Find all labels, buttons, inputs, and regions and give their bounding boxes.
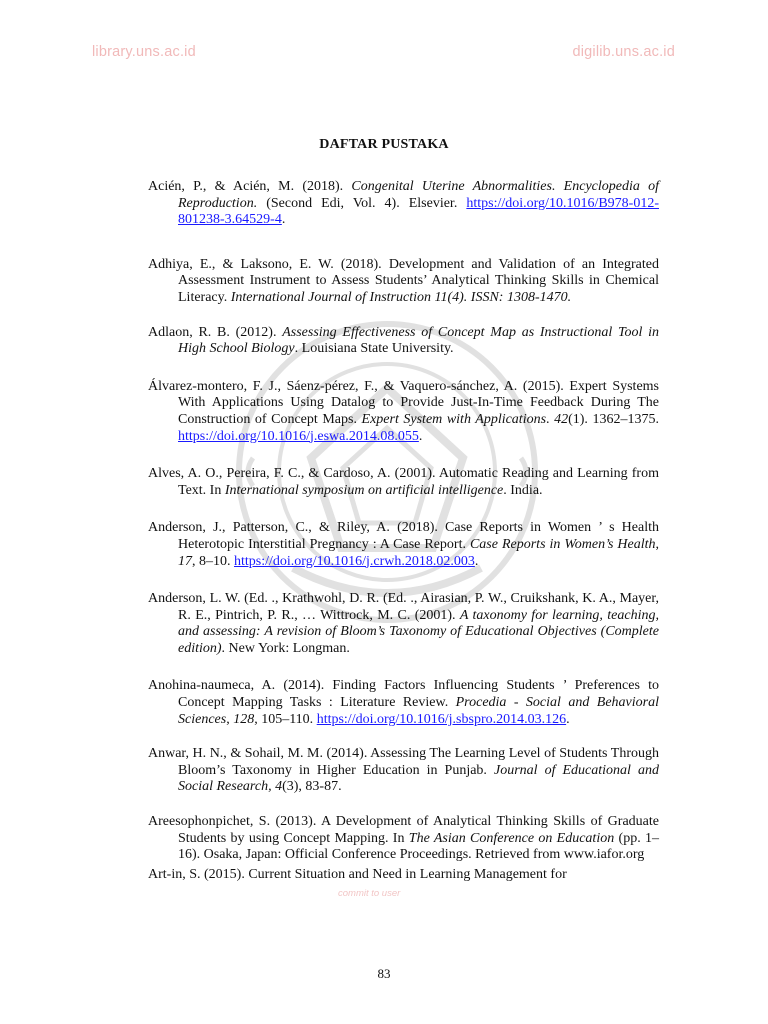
reference-text: Alves, A. O., Pereira, F. C., & Cardoso, A. (2001). Automatic Reading and Learning from Text. In <box>148 466 659 498</box>
reference-text: Acién, P., & Acién, M. (2018). <box>148 179 352 194</box>
reference-italic-text: The Asian Conference on Education <box>408 830 615 846</box>
reference-text: (pp. 1–16). Osaka, Japan: Official Conference Proceedings. Retrieved from www.iafor.org <box>178 830 659 863</box>
reference-text: Anderson, J., Patterson, C., & Riley, A. (2018). Case Reports in Women ’ s Health Heterotopic Interstitial Pregnancy : A Case Report. <box>148 520 659 552</box>
reference-text: Art-in, S. (2015). Current Situation and Need in Learning Management for <box>148 866 567 882</box>
reference-text: (3), 83-87. <box>282 779 342 795</box>
reference-text: . New York: Longman. <box>221 640 350 656</box>
reference-text: . Louisiana State University. <box>294 341 454 357</box>
reference-text: (Second Edi, Vol. 4). Elsevier. <box>257 195 467 211</box>
reference-entry <box>148 591 659 657</box>
page-number: 83 <box>377 966 391 981</box>
reference-italic-text: International Journal of Instruction 11(4). ISSN: 1308-1470. <box>230 289 572 305</box>
reference-italic-text: Assessing Effectiveness of Concept Map as Instructional Tool in High School Biology <box>178 324 659 357</box>
reference-text: , 8–10. <box>192 553 234 569</box>
reference-italic-text: International symposium on artificial intelligence <box>224 482 504 498</box>
doi-link[interactable]: https://doi.org/10.1016/j.crwh.2018.02.003 <box>234 553 475 569</box>
reference-text: (1). 1362–1375. <box>568 411 659 427</box>
reference-entry <box>148 814 659 864</box>
doi-link[interactable]: https://doi.org/10.1016/B978-012-801238-3.64529-4 <box>178 195 659 228</box>
commit-stamp-watermark: commit to user <box>338 888 401 899</box>
reference-text: . India. <box>503 482 543 498</box>
reference-entry <box>148 746 659 796</box>
reference-text: Anohina-naumeca, A. (2014). Finding Factors Influencing Students ’ Preferences to Concept Mapping Tasks : Literature Review. <box>148 678 659 711</box>
reference-italic-text: Case Reports in Women’s Health <box>469 536 656 552</box>
reference-text: Anwar, H. N., & Sohail, M. M. (2014). Assessing The Learning Level of Students Through Bloom’s Taxonomy in Higher Education in Punjab. <box>148 746 659 778</box>
reference-entry <box>148 379 659 445</box>
page-title: DAFTAR PUSTAKA <box>319 137 449 152</box>
reference-text: Adlaon, R. B. (2012). <box>148 324 283 340</box>
reference-text: Areesophonpichet, S. (2013). A Development of Analytical Thinking Skills of Graduate Students by using Concept Mapping. In <box>148 814 659 846</box>
reference-entry <box>148 257 659 307</box>
watermark-right: digilib.uns.ac.id <box>572 44 675 60</box>
reference-text: , 105–110. <box>254 711 317 727</box>
reference-entry <box>148 520 659 570</box>
reference-text: Álvarez-montero, F. J., Sáenz-pérez, F., & Vaquero-sánchez, A. (2015). Expert Systems With Applications Using Datalog to Provide Just-In-Time Feedback During The Construction of Concept Maps. <box>148 378 659 427</box>
reference-entry <box>148 466 659 499</box>
watermark-left: library.uns.ac.id <box>92 44 196 60</box>
reference-entry <box>148 179 659 229</box>
reference-italic-text: 17 <box>178 553 192 569</box>
reference-italic-text: 42 <box>554 411 569 427</box>
reference-italic-text: Expert System with Applications <box>361 411 547 427</box>
reference-italic-text: Procedia - Social and Behavioral Sciences <box>178 695 659 727</box>
reference-text: . <box>566 711 570 727</box>
reference-text: Anderson, L. W. (Ed. ., Krathwohl, D. R. (Ed. ., Airasian, P. W., Cruikshank, K. A., Mayer, R. E., Pintrich, P. R., … Wittrock, M. C. (2001). <box>148 591 659 623</box>
reference-entry <box>148 678 659 728</box>
reference-italic-text: Journal of Educational and Social Research, 4 <box>178 762 659 795</box>
reference-entry <box>148 867 659 884</box>
reference-text: . <box>546 411 555 427</box>
reference-italic-text: Congenital Uterine Abnormalities. Encyclopedia of Reproduction. <box>178 179 659 211</box>
reference-italic-text: 128 <box>233 711 255 727</box>
doi-link[interactable]: https://doi.org/10.1016/j.eswa.2014.08.055 <box>178 428 419 444</box>
reference-italic-text: A taxonomy for learning, teaching, and assessing: A revision of Bloom’s Taxonomy of Educational Objectives (Complete edition) <box>178 607 659 656</box>
reference-text: . <box>281 212 286 228</box>
doi-link[interactable]: https://doi.org/10.1016/j.sbspro.2014.03.126 <box>316 711 567 727</box>
reference-text: . <box>474 553 479 569</box>
reference-text: , <box>226 711 234 727</box>
reference-text: Adhiya, E., & Laksono, E. W. (2018). Development and Validation of an Integrated Assessment Instrument to Assess Students’ Analytical Thinking Skills in Chemical Literacy. <box>148 256 659 305</box>
reference-list <box>148 179 659 883</box>
reference-text: . <box>418 428 423 444</box>
reference-entry <box>148 325 659 358</box>
reference-text: , <box>655 536 660 552</box>
